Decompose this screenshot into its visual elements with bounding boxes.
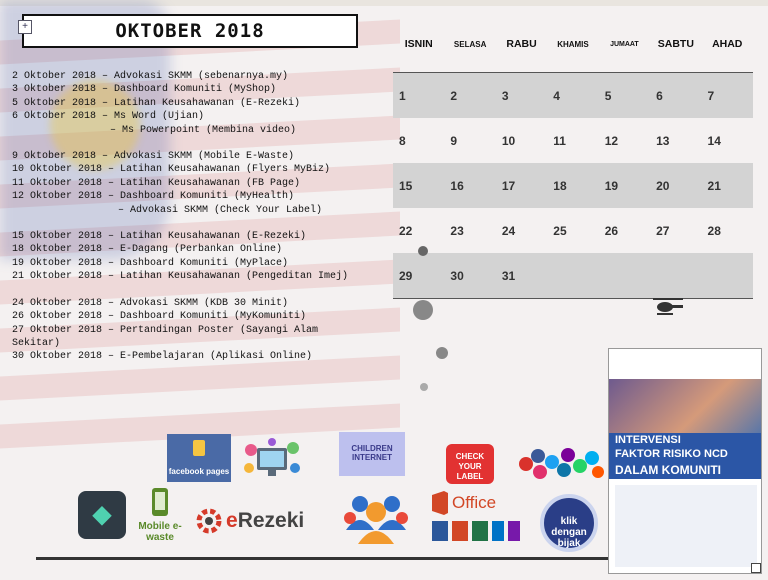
facebook-pages-logo [167, 434, 231, 482]
calendar-day-cell: 28 [707, 223, 721, 238]
calendar-day-cell: 12 [604, 133, 619, 148]
decorative-dot [413, 300, 433, 320]
decorative-dot [420, 383, 428, 391]
event-line: 19 Oktober 2018 – Dashboard Komuniti (MyPlace) [12, 257, 289, 269]
mobile-ewaste-text: Mobile e-waste [138, 521, 182, 543]
calendar-day-cell: 4 [553, 88, 560, 103]
event-line: Sekitar) [12, 337, 61, 349]
gear-icon [192, 504, 226, 538]
event-line: 5 Oktober 2018 – Latihan Keusahawanan (E-Rezeki) [12, 97, 301, 109]
calendar-day-cell: 21 [707, 178, 721, 193]
calendar-day-cell: 1 [399, 88, 406, 103]
event-line: 18 Oktober 2018 – E-Dagang (Perbankan Online) [12, 244, 283, 256]
calendar-day-cell: 27 [656, 223, 670, 238]
event-line: 26 Oktober 2018 – Dashboard Komuniti (MyKomuniti) [12, 311, 307, 323]
day-header-rabu: RABU [506, 38, 537, 50]
decorative-dot [436, 347, 448, 359]
calendar-day-cell: 10 [501, 133, 516, 148]
event-line: 11 Oktober 2018 – Latihan Keusahawanan (FB Page) [12, 177, 301, 189]
check-your-label-logo: CHECK YOUR LABEL [446, 444, 494, 484]
megaphone-icon [193, 440, 205, 456]
calendar-day-cell: 29 [399, 268, 413, 283]
calendar-day-cell: 18 [553, 178, 567, 193]
event-line: 27 Oktober 2018 – Pertandingan Poster (Sayangi Alam [12, 324, 319, 336]
calendar [393, 28, 753, 299]
poster-title-line1: INTERVENSI [615, 434, 681, 446]
bottom-rule [36, 557, 616, 560]
day-header-isnin: ISNIN [404, 38, 433, 50]
poster-header [609, 349, 762, 381]
ncd-poster [608, 348, 762, 574]
decorative-dot [418, 246, 428, 256]
day-header-khamis: KHAMIS [557, 39, 589, 49]
filmora-logo: ◆ [78, 491, 126, 539]
microsoft-office-logo [430, 491, 522, 545]
flyers-mybiz-logo [243, 438, 301, 486]
poster-title-line2: FAKTOR RISIKO NCD [615, 448, 728, 460]
calendar-day-cell: 22 [399, 223, 413, 238]
calendar-day-cell: 14 [707, 133, 721, 148]
community-people-logo [340, 490, 412, 544]
calendar-week-row [393, 208, 753, 253]
event-line: 30 Oktober 2018 – E-Pembelajaran (Aplikasi Online) [12, 351, 313, 363]
calendar-day-cell: 31 [501, 268, 516, 283]
calendar-week-row [393, 253, 753, 299]
poster-title-line3: DALAM KOMUNITI [615, 463, 721, 477]
calendar-day-cell: 9 [450, 133, 458, 148]
calendar-day-cell: 17 [501, 178, 516, 193]
facebook-pages-text: facebook pages [168, 467, 230, 476]
poster-body [615, 485, 757, 567]
helicopter-icon [651, 296, 685, 318]
calendar-day-cell: 26 [604, 223, 619, 238]
day-header-sabtu: SABTU [657, 38, 694, 50]
calendar-day-cell: 25 [553, 223, 567, 238]
event-line: 2 Oktober 2018 – Advokasi SKMM (sebenarnya.my) [12, 71, 289, 82]
calendar-week-row [393, 118, 753, 163]
klik-dengan-bijak-logo: klik dengan bijak [540, 494, 598, 552]
calendar-day-cell: 3 [501, 88, 509, 103]
calendar-day-cell: 15 [399, 178, 413, 193]
event-line: 21 Oktober 2018 – Latihan Keusahawanan (Pengeditan Imej) [12, 271, 349, 283]
calendar-week-row [393, 73, 753, 118]
checkbox-icon [751, 563, 761, 573]
event-line: 9 Oktober 2018 – Advokasi SKMM (Mobile E-Waste) [12, 151, 295, 163]
event-line: – Advokasi SKMM (Check Your Label) [118, 204, 323, 216]
calendar-day-cell: 11 [553, 133, 566, 148]
calendar-header [393, 28, 753, 60]
calendar-day-cell: 6 [656, 88, 663, 103]
event-line: 6 Oktober 2018 – Ms Word (Ujian) [12, 111, 205, 123]
event-line: 12 Oktober 2018 – Dashboard Komuniti (MyHealth) [12, 191, 295, 203]
erezeki-text-e: e [226, 509, 238, 532]
day-header-ahad: AHAD [712, 38, 743, 50]
calendar-day-cell: 24 [501, 223, 516, 238]
calendar-day-cell: 7 [707, 88, 715, 103]
move-handle-icon[interactable]: + [18, 20, 32, 34]
event-line: 10 Oktober 2018 – Latihan Keusahawanan (Flyers MyBiz) [12, 164, 331, 176]
calendar-day-cell: 13 [656, 133, 670, 148]
event-list [12, 70, 392, 364]
social-media-icons [518, 446, 606, 482]
calendar-day-cell: 8 [399, 133, 406, 148]
calendar-day-cell: 30 [450, 268, 464, 283]
page-title: OKTOBER 2018 [22, 14, 358, 48]
office-icon [430, 491, 450, 515]
children-internet-logo: CHILDREN INTERNET [339, 432, 405, 476]
calendar-week-row [393, 163, 753, 208]
mobile-ewaste-logo [136, 486, 184, 543]
day-header-jumaat: JUMAAT [610, 40, 639, 48]
calendar-day-cell: 2 [450, 88, 458, 103]
erezeki-logo [192, 503, 332, 539]
calendar-day-cell: 16 [450, 178, 464, 193]
event-line: – Ms Powerpoint (Membina video) [110, 124, 297, 136]
calendar-day-cell: 5 [604, 88, 612, 103]
erezeki-text: Rezeki [237, 509, 305, 532]
office-text: Office [452, 493, 497, 512]
day-header-selasa: SELASA [453, 39, 487, 49]
event-line: 24 Oktober 2018 – Advokasi SKMM (KDB 30 Minit) [12, 297, 289, 309]
calendar-day-cell: 23 [450, 223, 464, 238]
event-line: 15 Oktober 2018 – Latihan Keusahawanan (E-Rezeki) [12, 231, 307, 243]
calendar-day-cell: 19 [604, 178, 619, 193]
event-line: 3 Oktober 2018 – Dashboard Komuniti (MyShop) [12, 84, 277, 96]
calendar-day-cell: 20 [656, 178, 670, 193]
calendar-body [393, 73, 753, 299]
